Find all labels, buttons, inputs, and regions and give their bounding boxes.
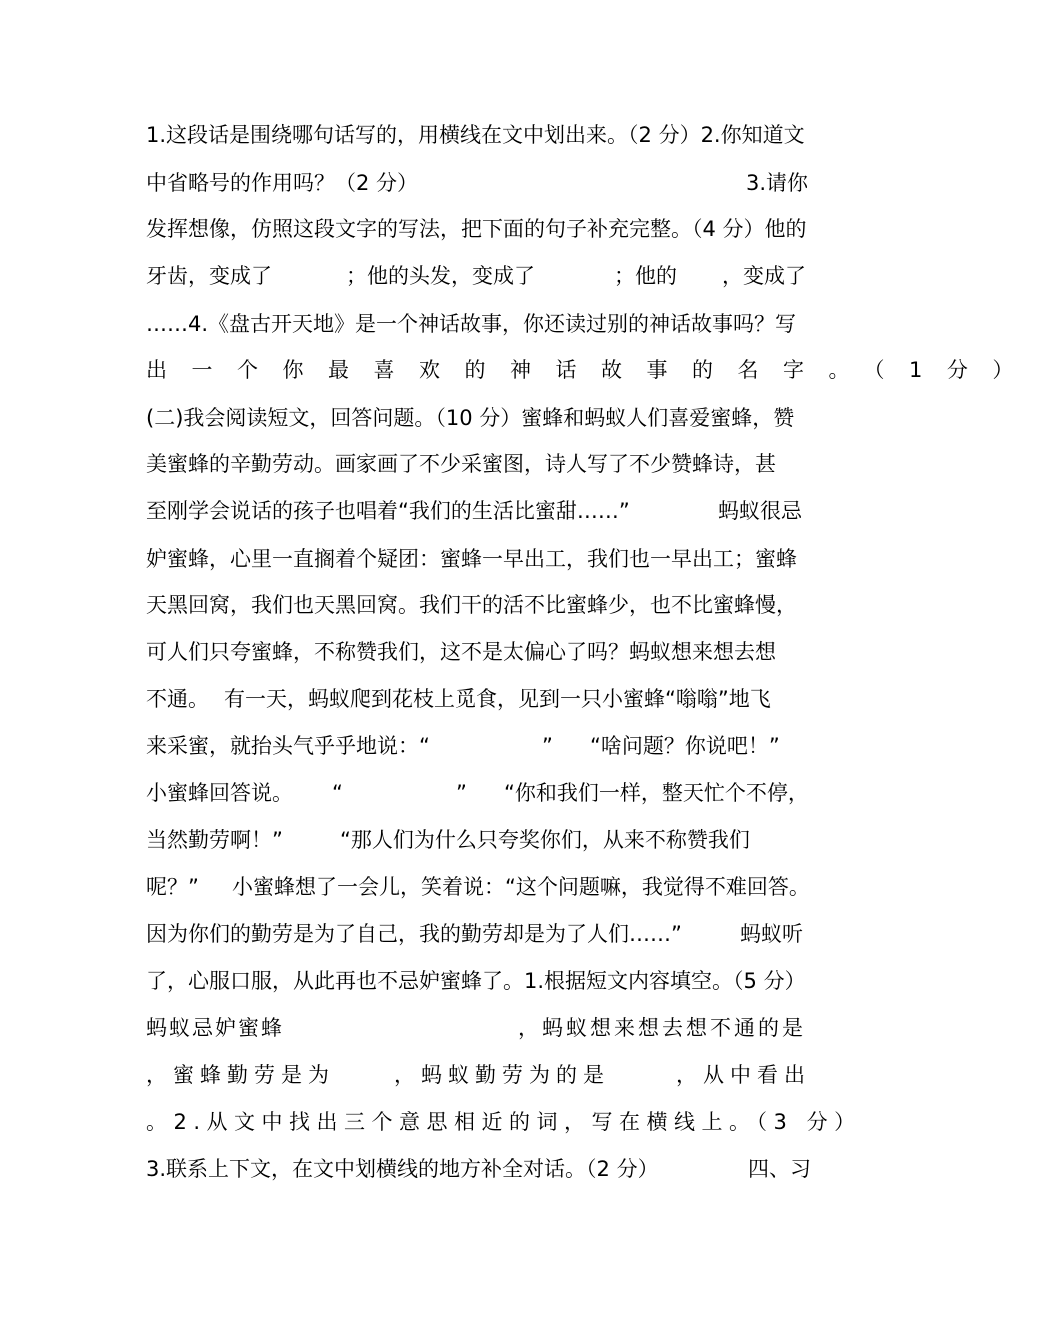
text-line-18 bbox=[146, 916, 808, 952]
text-line-21 bbox=[146, 1057, 811, 1093]
text-segment: 3.联系上下文，在文中划横线的地方补全对话。（2 分） bbox=[146, 1157, 659, 1181]
text-segment: 来采蜜，就抬头气乎乎地说：“ bbox=[146, 734, 430, 758]
text-line-11 bbox=[146, 587, 808, 623]
text-line-22 bbox=[146, 1104, 862, 1140]
text-segment: ，蚂蚁勤劳为的是 bbox=[394, 1063, 610, 1087]
text-line-12 bbox=[146, 634, 808, 670]
text-line-3 bbox=[146, 211, 808, 247]
text-segment: ，蚂蚁想来想去想不通的是 bbox=[518, 1016, 806, 1040]
text-segment: 3.请你 bbox=[746, 171, 809, 195]
text-line-1 bbox=[146, 117, 808, 153]
text-segment: ；他的头发，变成了 bbox=[346, 264, 535, 288]
text-line-10 bbox=[146, 541, 808, 577]
text-segment: 蚂蚁忌妒蜜蜂 bbox=[146, 1016, 284, 1040]
text-segment: ，变成了 bbox=[722, 264, 806, 288]
text-line-13 bbox=[146, 681, 808, 717]
text-segment: 不通。 bbox=[146, 687, 209, 711]
text-line-23 bbox=[146, 1151, 811, 1187]
text-segment: 蚂蚁听 bbox=[740, 922, 803, 946]
text-segment: 了，心服口服，从此再也不忌妒蜜蜂了。1.根据短文内容填空。（5 分） bbox=[146, 969, 806, 993]
text-segment: ；他的 bbox=[614, 264, 677, 288]
text-segment: 至刚学会说话的孩子也唱着“我们的生活比蜜甜……” bbox=[146, 499, 630, 523]
text-segment: 蚂蚁很忌 bbox=[718, 499, 802, 523]
text-segment: 中省略号的作用吗？（2 分） bbox=[146, 171, 419, 195]
text-segment: 当然勤劳啊！” bbox=[146, 828, 283, 852]
text-segment: “ bbox=[332, 781, 343, 805]
text-segment: ，从中看出 bbox=[676, 1063, 811, 1087]
text-segment: “啥问题？你说吧！” bbox=[590, 734, 780, 758]
text-segment: 妒蜜蜂，心里一直搁着个疑团：蜜蜂一早出工，我们也一早出工；蜜蜂 bbox=[146, 547, 797, 571]
text-segment: 美蜜蜂的辛勤劳动。画家画了不少采蜜图，诗人写了不少赞蜂诗，甚 bbox=[146, 452, 776, 476]
text-segment: 发挥想像，仿照这段文字的写法，把下面的句子补充完整。（4 分）他的 bbox=[146, 217, 807, 241]
text-segment: “那人们为什么只夸奖你们，从来不称赞我们 bbox=[340, 828, 750, 852]
text-line-17 bbox=[146, 869, 808, 905]
text-segment: 1.这段话是围绕哪句话写的，用横线在文中划出来。（2 分）2.你知道文 bbox=[146, 123, 805, 147]
text-line-19 bbox=[146, 963, 808, 999]
text-line-8 bbox=[146, 446, 808, 482]
text-line-16 bbox=[146, 822, 808, 858]
text-segment: ……4.《盘古开天地》是一个神话故事，你还读过别的神话故事吗？写 bbox=[146, 312, 797, 336]
text-segment: (二)我会阅读短文，回答问题。（10 分）蜜蜂和蚂蚁人们喜爱蜜蜂，赞 bbox=[146, 406, 795, 430]
text-line-5 bbox=[146, 306, 808, 342]
text-segment: 牙齿，变成了 bbox=[146, 264, 272, 288]
text-segment: 可人们只夸蜜蜂，不称赞我们，这不是太偏心了吗？蚂蚁想来想去想 bbox=[146, 640, 776, 664]
text-segment: 四、习 bbox=[748, 1157, 811, 1181]
text-segment: 天黑回窝，我们也天黑回窝。我们干的活不比蜜蜂少，也不比蜜蜂慢， bbox=[146, 593, 797, 617]
text-line-20 bbox=[146, 1010, 808, 1046]
text-line-6 bbox=[146, 352, 1038, 388]
text-segment: 小蜜蜂回答说。 bbox=[146, 781, 293, 805]
text-line-2 bbox=[146, 165, 808, 201]
text-segment: 。2.从文中找出三个意思相近的词，写在横线上。（3 分） bbox=[146, 1110, 862, 1134]
text-segment: 呢？” bbox=[146, 875, 199, 899]
text-segment: ” bbox=[542, 734, 553, 758]
text-line-9 bbox=[146, 493, 808, 529]
text-segment: 有一天，蚂蚁爬到花枝上觅食，见到一只小蜜蜂“嗡嗡”地飞 bbox=[224, 687, 771, 711]
text-segment: ，蜜蜂勤劳是为 bbox=[146, 1063, 335, 1087]
text-segment: 小蜜蜂想了一会儿，笑着说：“这个问题嘛，我觉得不难回答。 bbox=[232, 875, 810, 899]
text-segment: ” bbox=[456, 781, 467, 805]
text-line-14 bbox=[146, 728, 808, 764]
text-segment: “你和我们一样，整天忙个不停， bbox=[504, 781, 809, 805]
text-line-15 bbox=[146, 775, 808, 811]
text-line-4 bbox=[146, 258, 808, 294]
text-line-7 bbox=[146, 400, 808, 436]
text-segment: 因为你们的勤劳是为了自己，我的勤劳却是为了人们……” bbox=[146, 922, 682, 946]
text-segment: 出一个你最喜欢的神话故事的名字。（1分） bbox=[146, 358, 1038, 382]
